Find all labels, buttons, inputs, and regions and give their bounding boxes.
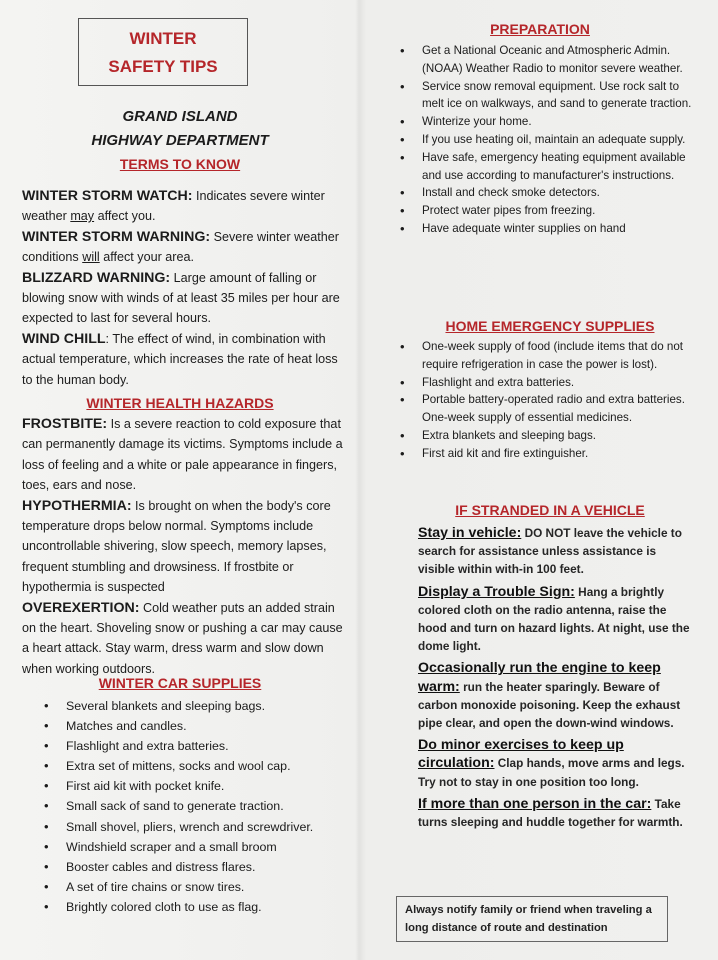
- list-item: • Winterize your home.: [398, 113, 694, 131]
- list-item: • Flashlight and extra batteries.: [398, 374, 694, 392]
- title-line-1: WINTER: [129, 29, 197, 48]
- list-item: • First aid kit and fire extinguisher.: [398, 445, 694, 463]
- hazards-heading: WINTER HEALTH HAZARDS: [86, 395, 274, 411]
- list-item: • First aid kit with pocket knife.: [42, 776, 352, 796]
- stranded-item: Display a Trouble Sign: Hang a brightly colored cloth on the radio antenna, raise the hood and turn on hazard lights. At night, use the dome light.: [418, 583, 690, 654]
- list-item: • Small sack of sand to generate traction.: [42, 796, 352, 816]
- list-item: • A set of tire chains or snow tires.: [42, 877, 352, 897]
- list-item: • If you use heating oil, maintain an adequate supply.: [398, 131, 694, 149]
- list-item: • Service snow removal equipment. Use rock salt to melt ice on walkways, and sand to generate traction.: [398, 78, 694, 114]
- list-item: • Brightly colored cloth to use as flag.: [42, 897, 352, 917]
- list-item: • Small shovel, pliers, wrench and screwdriver.: [42, 817, 352, 837]
- terms-heading: TERMS TO KNOW: [119, 156, 241, 172]
- stranded-heading: IF STRANDED IN A VEHICLE: [455, 502, 645, 518]
- list-item: • Several blankets and sleeping bags.: [42, 696, 352, 716]
- stranded-item: Do minor exercises to keep up circulation: Clap hands, move arms and legs. Try not to stay in one position too long.: [418, 737, 685, 789]
- car-supplies-list: [42, 696, 352, 917]
- term-item: WINTER STORM WARNING: Severe winter weather conditions will affect your area.: [22, 228, 339, 265]
- hazards-list: [22, 414, 344, 679]
- org-name-line-1: GRAND ISLAND: [122, 108, 238, 125]
- home-supplies-heading: HOME EMERGENCY SUPPLIES: [445, 318, 655, 334]
- terms-list: [22, 186, 344, 390]
- home-supplies-list: [398, 338, 694, 463]
- list-item: • Flashlight and extra batteries.: [42, 736, 352, 756]
- term-item: WIND CHILL: The effect of wind, in combination with actual temperature, which increases the rate of heat loss to the human body.: [22, 330, 338, 387]
- stranded-item: Occasionally run the engine to keep warm: run the heater sparingly. Beware of carbon monoxide poisoning. Keep the exhaust pipe clear, and open the down-wind windows.: [418, 660, 681, 731]
- travel-notice-box: Always notify family or friend when traveling a long distance of route and destination: [396, 896, 668, 942]
- org-name-line-2: HIGHWAY DEPARTMENT: [91, 132, 269, 149]
- stranded-item: Stay in vehicle: DO NOT leave the vehicle to search for assistance unless assistance is visible within with-in 100 feet.: [418, 525, 682, 577]
- stranded-list: [418, 524, 696, 831]
- preparation-list: [398, 42, 694, 238]
- list-item: • Booster cables and distress flares.: [42, 857, 352, 877]
- list-item: • Install and check smoke detectors.: [398, 184, 694, 202]
- list-item: • Extra blankets and sleeping bags.: [398, 427, 694, 445]
- hazard-item: OVEREXERTION: Cold weather puts an added strain on the heart. Shoveling snow or pushing a car may cause a heart attack. Stay warm, dress warm and slow down when working outdoors.: [22, 599, 343, 676]
- title-line-2: SAFETY TIPS: [108, 57, 218, 76]
- list-item: • One-week supply of food (include items that do not require refrigeration in case the power is lost).: [398, 338, 694, 374]
- list-item: • Protect water pipes from freezing.: [398, 202, 694, 220]
- car-supplies-heading: WINTER CAR SUPPLIES: [98, 675, 262, 691]
- list-item: • Have safe, emergency heating equipment available and use according to manufacturer's instructions.: [398, 149, 694, 185]
- stranded-item: If more than one person in the car: Take turns sleeping and huddle together for warmth.: [418, 795, 683, 830]
- hazard-item: FROSTBITE: Is a severe reaction to cold exposure that can permanently damage its victims. Symptoms include a loss of feeling and a white or pale appearance in fingers, toes, ears and nose.: [22, 416, 343, 493]
- list-item: • Portable battery-operated radio and extra batteries. One-week supply of essential medicines.: [398, 391, 694, 427]
- list-item: • Get a National Oceanic and Atmospheric Admin. (NOAA) Weather Radio to monitor severe weather.: [398, 42, 694, 78]
- list-item: • Windshield scraper and a small broom: [42, 837, 352, 857]
- title-box: [78, 18, 248, 86]
- term-item: WINTER STORM WATCH: Indicates severe winter weather may affect you.: [22, 188, 325, 224]
- list-item: • Matches and candles.: [42, 716, 352, 736]
- preparation-heading: PREPARATION: [490, 21, 590, 37]
- term-item: BLIZZARD WARNING: Large amount of falling or blowing snow with winds of at least 35 miles per hour are expected to last for several hours.: [22, 269, 340, 326]
- list-item: • Have adequate winter supplies on hand: [398, 220, 694, 238]
- hazard-item: HYPOTHERMIA: Is brought on when the body's core temperature drops below normal. Symptoms include uncontrollable shivering, slow speech, memory lapses, frequent stumbling and drowsiness. If frostbite or hypothermia is suspected: [22, 497, 331, 595]
- list-item: • Extra set of mittens, socks and wool cap.: [42, 756, 352, 776]
